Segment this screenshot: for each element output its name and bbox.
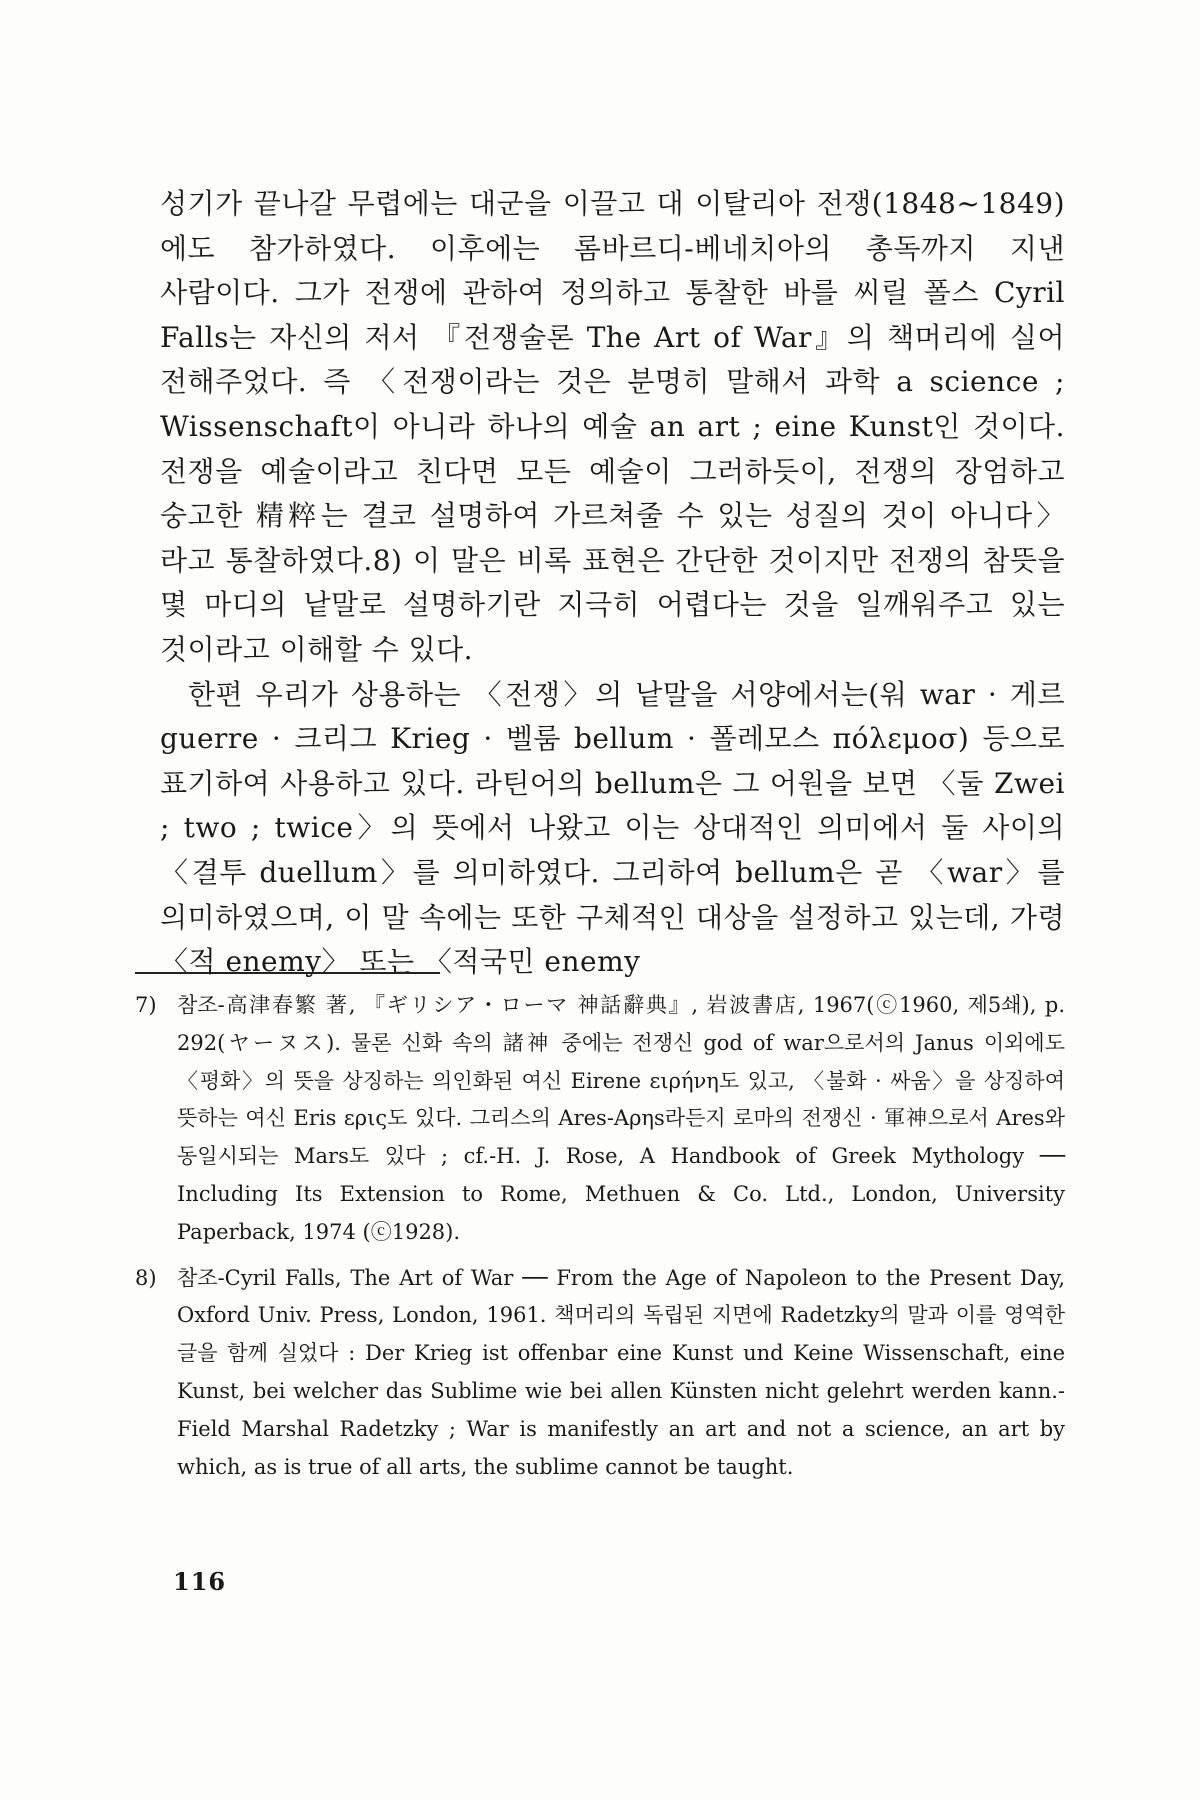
footnote-number: 7) <box>135 993 157 1017</box>
footnotes <box>135 987 1065 1486</box>
footnote-text: 참조-高津春繁 著, 『ギリシア・ローマ 神話辭典』, 岩波書店, 1967(ⓒ1960, 제5쇄), p. 292(ヤーヌス). 물론 신화 속의 諸神 중에는 전쟁신 god of war으로서의 Janus 이외에도 〈평화〉의 뜻을 상징하는 의인화된 여신 Eirene ειρήνη도 있고, 〈불화 · 싸움〉을 상징하여 뜻하는 여신 Eris ερις도 있다. 그리스의 Ares-Aρηs라든지 로마의 전쟁신 · 軍神으로서 Ares와 동일시되는 Mars도 있다 ; cf.-H. J. Rose, A Handbook of Greek Mythology ── Including Its Extension to Rome, Methuen & Co. Ltd., London, University Paperback, 1974 (ⓒ1928). <box>177 993 1065 1244</box>
footnote-7 <box>135 987 1065 1252</box>
page-number: 116 <box>173 1567 227 1596</box>
footnote-number: 8) <box>135 1265 157 1290</box>
footnote-8 <box>135 1260 1065 1487</box>
body-paragraph-1: 성기가 끝나갈 무렵에는 대군을 이끌고 대 이탈리아 전쟁(1848~1849)에도 참가하였다. 이후에는 롬바르디-베네치아의 총독까지 지낸 사람이다. 그가 전쟁에 관하여 정의하고 통찰한 바를 씨릴 폴스 Cyril Falls는 자신의 저서 『전쟁술론 The Art of War』의 책머리에 실어 전해주었다. 즉 〈전쟁이라는 것은 분명히 말해서 과학 a science ; Wissenschaft이 아니라 하나의 예술 an art ; eine Kunst인 것이다. 전쟁을 예술이라고 친다면 모든 예술이 그러하듯이, 전쟁의 장엄하고 숭고한 精粹는 결코 설명하여 가르쳐줄 수 있는 성질의 것이 아니다〉라고 통찰하였다.8) 이 말은 비록 표현은 간단한 것이지만 전쟁의 참뜻을 몇 마디의 낱말로 설명하기란 지극히 어렵다는 것을 일깨워주고 있는 것이라고 이해할 수 있다. <box>160 187 1065 666</box>
main-text <box>160 182 1065 985</box>
footnote-text: 참조-Cyril Falls, The Art of War ── From the Age of Napoleon to the Present Day, Oxford Univ. Press, London, 1961. 책머리의 독립된 지면에 Radetzky의 말과 이를 영역한 글을 함께 실었다 : Der Krieg ist offenbar eine Kunst und Keine Wissenschaft, eine Kunst, bei welcher das Sublime wie bei allen Künsten nicht gelehrt werden kann.-Field Marshal Radetzky ; War is manifestly an art and not a science, an art by which, as is true of all arts, the sublime cannot be taught. <box>177 1265 1065 1479</box>
footnote-separator <box>135 972 440 974</box>
body-paragraph-2: 한편 우리가 상용하는 〈전쟁〉의 낱말을 서양에서는(워 war · 게르 guerre · 크리그 Krieg · 벨룸 bellum · 폴레모스 πόλεμοσ) 등으로 표기하여 사용하고 있다. 라틴어의 bellum은 그 어원을 보면 〈둘 Zwei ; two ; twice〉의 뜻에서 나왔고 이는 상대적인 의미에서 둘 사이의 〈결투 duellum〉를 의미하였다. 그리하여 bellum은 곧 〈war〉를 의미하였으며, 이 말 속에는 또한 구체적인 대상을 설정하고 있는데, 가령 〈적 enemy〉 또는 〈적국민 enemy <box>160 677 1065 979</box>
